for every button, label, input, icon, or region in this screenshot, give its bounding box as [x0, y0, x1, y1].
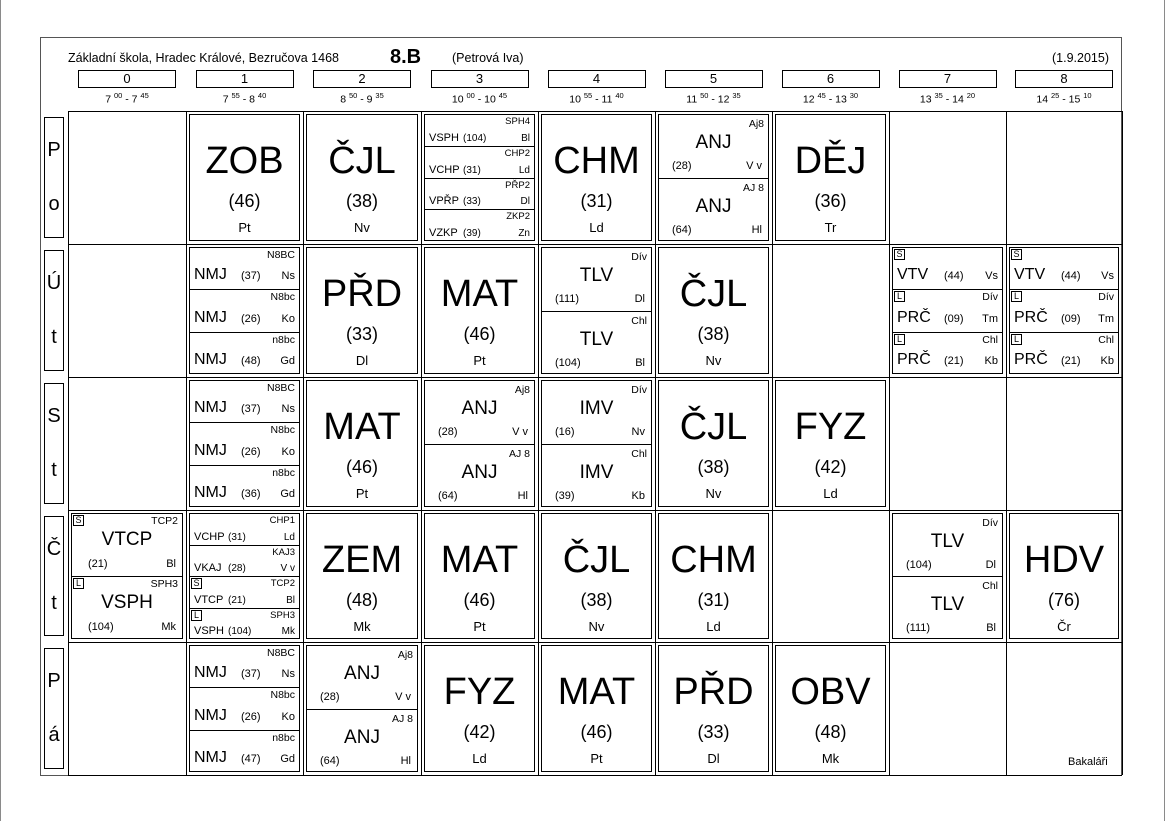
- teacher-mon-p2: Nv: [354, 220, 370, 235]
- subject-mon-p3-3: VZKP: [429, 227, 458, 239]
- room-mon-p4: (31): [580, 191, 613, 211]
- week-marker-thu-p1-2: S: [191, 578, 202, 589]
- day-box-mon: [44, 117, 64, 238]
- room-thu-p1-3: (104): [228, 626, 252, 637]
- teacher-thu-p1-3: Mk: [281, 626, 295, 637]
- teacher-thu-p8: Čr: [1057, 619, 1071, 634]
- teacher-wed-p6: Ld: [823, 486, 838, 501]
- subject-tue-p2: PŘD: [321, 273, 403, 315]
- subject-tue-p7-1: PRČ: [897, 308, 931, 326]
- period-number-1: 1: [196, 70, 294, 88]
- day-box-wed: [44, 383, 64, 504]
- room-fri-p5: (33): [697, 722, 730, 742]
- subject-mon-p3-1: VCHP: [429, 163, 460, 176]
- group-wed-p1-0: N8BC: [266, 382, 295, 394]
- group-fri-p1-1: N8bc: [270, 689, 295, 702]
- room-thu-p7-0: (104): [906, 559, 932, 571]
- divider-mon-p3-3: [424, 209, 535, 210]
- period-number-8: 8: [1015, 70, 1113, 88]
- grid-col-line-2: [303, 111, 304, 775]
- subject-mon-p3-0: VSPH: [429, 131, 459, 144]
- teacher-thu-p4: Nv: [588, 619, 605, 634]
- teacher-thu-p3: Pt: [473, 619, 486, 634]
- room-tue-p8-2: (21): [1061, 355, 1081, 367]
- subject-thu-p2: ZEM: [321, 539, 403, 581]
- teacher-fri-p1-0: Ns: [281, 668, 295, 681]
- group-thu-p1-0: CHP1: [269, 515, 295, 526]
- subject-tue-p8-1: PRČ: [1014, 308, 1048, 326]
- teacher-tue-p1-1: Ko: [281, 312, 295, 325]
- teacher-wed-p1-0: Ns: [281, 403, 295, 416]
- divider-wed-p1-2: [189, 465, 300, 466]
- group-tue-p7-2: Chl: [982, 333, 998, 346]
- divider-thu-p0: [71, 576, 183, 577]
- room-tue-p7-0: (44): [944, 270, 964, 283]
- subject-mon-p4: CHM: [553, 140, 640, 182]
- room-mon-p1: (46): [228, 191, 261, 211]
- room-tue-p8-1: (09): [1061, 312, 1081, 325]
- day-box-thu: [44, 516, 64, 636]
- teacher-tue-p5: Nv: [705, 353, 722, 368]
- subject-mon-p3-2: VPŘP: [429, 195, 459, 208]
- subject-wed-p4-1: IMV: [579, 461, 614, 483]
- teacher-thu-p1-0: Ld: [283, 531, 295, 543]
- divider-tue-p8-2: [1009, 332, 1119, 333]
- teacher-tue-p7-0: Vs: [985, 270, 998, 283]
- subject-wed-p3-0: ANJ: [461, 398, 498, 419]
- teacher-fri-p2-1: Hl: [400, 754, 411, 767]
- subject-tue-p5: ČJL: [679, 273, 748, 315]
- validity-date: (1.9.2015): [1052, 51, 1109, 65]
- divider-wed-p3: [424, 444, 535, 445]
- teacher-fri-p5: Dl: [707, 751, 720, 766]
- period-number-7: 7: [899, 70, 997, 88]
- teacher-tue-p7-2: Kb: [984, 355, 998, 367]
- subject-thu-p0-1: VSPH: [101, 592, 153, 613]
- subject-fri-p2-1: ANJ: [344, 726, 380, 748]
- day-box-fri: [44, 648, 64, 769]
- group-tue-p7-1: Dív: [982, 291, 998, 304]
- subject-tue-p8-0: VTV: [1014, 266, 1046, 284]
- subject-tue-p1-1: NMJ: [194, 308, 227, 326]
- grid-row-line-4: [68, 642, 1122, 643]
- subject-tue-p8-2: PRČ: [1014, 351, 1048, 368]
- subject-tue-p1-0: NMJ: [194, 266, 227, 284]
- teacher-thu-p5: Ld: [706, 619, 721, 634]
- period-time-2: 8 $^{50}$ - 9 $^{35}$: [340, 91, 384, 106]
- room-tue-p2: (33): [345, 324, 378, 344]
- group-thu-p0-1: SPH3: [150, 578, 178, 590]
- subject-wed-p1-0: NMJ: [194, 399, 227, 417]
- teacher-thu-p7-0: Dl: [985, 559, 996, 571]
- subject-tue-p7-2: PRČ: [897, 351, 931, 368]
- divider-fri-p1-1: [189, 687, 300, 688]
- group-fri-p1-2: n8bc: [272, 731, 295, 744]
- room-tue-p4-1: (104): [555, 356, 581, 369]
- group-tue-p4-0: Dív: [631, 251, 647, 263]
- room-thu-p0-1: (104): [88, 621, 114, 633]
- school-name: Základní škola, Hradec Králové, Bezručova 1468: [68, 51, 339, 65]
- subject-wed-p1-2: NMJ: [194, 484, 227, 501]
- teacher-mon-p5-1: Hl: [751, 223, 762, 236]
- room-thu-p8: (76): [1047, 590, 1080, 610]
- period-time-4: 10 $^{55}$ - 11 $^{40}$: [569, 91, 624, 106]
- group-fri-p2-1: AJ 8: [391, 712, 413, 725]
- divider-thu-p1-1: [189, 545, 300, 546]
- subject-wed-p5: ČJL: [679, 406, 748, 448]
- room-wed-p5: (38): [697, 457, 730, 477]
- divider-mon-p3-2: [424, 178, 535, 179]
- subject-tue-p7-0: VTV: [897, 266, 929, 284]
- teacher-thu-p0-0: Bl: [166, 558, 176, 570]
- day-letter-bottom-tue: t: [51, 326, 57, 348]
- group-wed-p3-0: Aj8: [514, 384, 530, 396]
- subject-mon-p5-0: ANJ: [695, 132, 732, 153]
- teacher-thu-p1-2: Bl: [286, 594, 295, 606]
- subject-fri-p2-0: ANJ: [344, 663, 380, 684]
- group-fri-p1-0: N8BC: [266, 647, 295, 659]
- period-time-3: 10 $^{00}$ - 10 $^{45}$: [451, 91, 508, 106]
- teacher-mon-p3-1: Ld: [518, 164, 530, 176]
- teacher-fri-p2-0: V v: [395, 691, 411, 703]
- room-mon-p3-2: (33): [463, 196, 481, 208]
- group-tue-p8-2: Chl: [1098, 333, 1114, 346]
- teacher-fri-p1-1: Ko: [281, 710, 295, 723]
- subject-tue-p4-1: TLV: [579, 328, 614, 350]
- subject-thu-p3: MAT: [440, 539, 519, 581]
- divider-mon-p3-1: [424, 146, 535, 147]
- room-tue-p7-1: (09): [944, 312, 964, 325]
- room-thu-p1-2: (21): [228, 594, 246, 606]
- group-wed-p3-1: AJ 8: [508, 447, 530, 460]
- subject-fri-p5: PŘD: [673, 671, 754, 713]
- teacher-wed-p2: Pt: [355, 486, 369, 501]
- period-time-8: 14 $^{25}$ - 15 $^{10}$: [1036, 91, 1092, 106]
- teacher-tue-p2: Dl: [355, 353, 369, 368]
- teacher-thu-p7-1: Bl: [986, 622, 996, 634]
- teacher-thu-p2: Mk: [353, 619, 371, 634]
- period-number-2: 2: [313, 70, 411, 88]
- group-tue-p1-0: N8BC: [266, 249, 295, 261]
- day-letter-top-mon: P: [47, 139, 61, 161]
- room-thu-p4: (38): [580, 590, 613, 610]
- group-mon-p3-3: ZKP2: [506, 211, 530, 223]
- room-tue-p1-2: (48): [241, 355, 261, 367]
- teacher-mon-p6: Tr: [824, 220, 837, 235]
- page-frame-left: [0, 0, 1, 821]
- subject-wed-p2: MAT: [323, 406, 401, 448]
- day-letter-bottom-wed: t: [51, 459, 57, 481]
- subject-fri-p4: MAT: [557, 671, 636, 713]
- period-time-5: 11 $^{50}$ - 12 $^{35}$: [686, 91, 741, 106]
- divider-fri-p2: [306, 709, 418, 710]
- teacher-mon-p3-0: Bl: [521, 132, 530, 144]
- footer-brand: Bakaláři: [1068, 756, 1108, 768]
- room-thu-p1-0: (31): [228, 531, 246, 543]
- teacher-fri-p1-2: Gd: [280, 753, 295, 765]
- room-tue-p3: (46): [463, 324, 496, 344]
- room-tue-p7-2: (21): [944, 355, 964, 367]
- group-tue-p8-1: Dív: [1098, 291, 1114, 304]
- room-wed-p3-0: (28): [438, 426, 458, 438]
- subject-fri-p1-0: NMJ: [194, 664, 227, 682]
- subject-wed-p1-1: NMJ: [194, 441, 227, 459]
- period-time-1: 7 $^{55}$ - 8 $^{40}$: [222, 91, 267, 106]
- teacher-mon-p3-3: Zn: [518, 228, 530, 239]
- room-mon-p6: (36): [814, 191, 847, 211]
- subject-thu-p7-1: TLV: [930, 594, 965, 615]
- subject-thu-p1-3: VSPH: [194, 625, 224, 637]
- grid-col-line-7: [889, 111, 890, 775]
- group-tue-p1-2: n8bc: [272, 333, 295, 346]
- grid-col-line-0: [68, 111, 69, 775]
- group-thu-p1-3: SPH3: [270, 609, 295, 621]
- grid-row-line-5: [68, 775, 1122, 776]
- divider-tue-p1-1: [189, 289, 300, 290]
- subject-thu-p1-0: VCHP: [194, 530, 225, 543]
- room-tue-p8-0: (44): [1061, 270, 1081, 283]
- week-marker-tue-p7-0: S: [894, 249, 905, 260]
- subject-fri-p1-1: NMJ: [194, 706, 227, 724]
- group-mon-p5-0: Aj8: [748, 118, 764, 130]
- room-fri-p4: (46): [580, 722, 613, 742]
- room-fri-p1-0: (37): [241, 668, 261, 681]
- teacher-mon-p1: Pt: [238, 220, 251, 235]
- teacher-mon-p4: Ld: [589, 220, 604, 235]
- room-wed-p4-0: (16): [555, 426, 575, 438]
- subject-thu-p1-2: VTCP: [194, 593, 224, 606]
- teacher-tue-p1-0: Ns: [281, 270, 295, 283]
- teacher-wed-p3-1: Hl: [517, 489, 528, 502]
- group-thu-p7-1: Chl: [982, 580, 998, 592]
- period-time-0: 7 $^{00}$ - 7 $^{45}$: [105, 91, 149, 106]
- room-fri-p2-0: (28): [320, 691, 340, 703]
- room-wed-p1-1: (26): [241, 445, 261, 458]
- room-wed-p2: (46): [345, 457, 378, 477]
- group-thu-p1-1: KAJ3: [272, 546, 295, 558]
- teacher-tue-p1-2: Gd: [280, 355, 295, 367]
- room-tue-p5: (38): [697, 324, 730, 344]
- page-frame-right: [1164, 0, 1165, 821]
- subject-thu-p1-1: VKAJ: [194, 562, 222, 574]
- teacher-tue-p8-1: Tm: [1098, 312, 1114, 325]
- teacher-thu-p1-1: V v: [280, 563, 295, 574]
- group-mon-p5-1: AJ 8: [742, 181, 764, 194]
- divider-tue-p4: [541, 311, 652, 312]
- room-fri-p3: (42): [463, 722, 496, 742]
- grid-row-line-2: [68, 377, 1122, 378]
- week-marker-tue-p8-0: S: [1011, 249, 1022, 260]
- day-letter-top-fri: P: [47, 670, 61, 692]
- day-letter-bottom-fri: á: [48, 724, 60, 746]
- room-tue-p1-0: (37): [241, 270, 261, 283]
- period-number-0: 0: [78, 70, 176, 88]
- teacher-mon-p5-0: V v: [746, 160, 762, 172]
- group-mon-p3-2: PŘP2: [505, 179, 530, 191]
- divider-tue-p1-2: [189, 332, 300, 333]
- subject-wed-p6: FYZ: [794, 406, 867, 448]
- period-number-5: 5: [665, 70, 763, 88]
- teacher-fri-p4: Pt: [590, 751, 603, 766]
- subject-tue-p1-2: NMJ: [194, 351, 227, 368]
- teacher-tue-p7-1: Tm: [982, 312, 998, 325]
- room-thu-p2: (48): [345, 590, 378, 610]
- teacher-wed-p4-1: Kb: [631, 489, 645, 502]
- grid-col-line-1: [186, 111, 187, 775]
- teacher-tue-p4-1: Bl: [635, 356, 645, 369]
- divider-thu-p7: [892, 576, 1003, 577]
- week-marker-tue-p7-2: L: [894, 334, 905, 345]
- day-letter-bottom-mon: o: [48, 193, 60, 215]
- divider-thu-p1-3: [189, 608, 300, 609]
- teacher-wed-p5: Nv: [705, 486, 722, 501]
- group-thu-p7-0: Dív: [982, 517, 998, 529]
- subject-fri-p1-2: NMJ: [194, 749, 227, 766]
- group-wed-p4-0: Dív: [631, 384, 647, 396]
- teacher-thu-p0-1: Mk: [161, 621, 176, 633]
- group-mon-p3-0: SPH4: [505, 116, 530, 127]
- week-marker-thu-p0-1: L: [73, 578, 84, 589]
- room-mon-p3-0: (104): [463, 132, 487, 144]
- room-mon-p5-1: (64): [672, 223, 692, 236]
- room-fri-p1-1: (26): [241, 710, 261, 723]
- teacher-wed-p1-2: Gd: [280, 488, 295, 500]
- week-marker-tue-p8-2: L: [1011, 334, 1022, 345]
- subject-mon-p2: ČJL: [328, 140, 396, 182]
- group-tue-p1-1: N8bc: [270, 291, 295, 304]
- subject-mon-p5-1: ANJ: [695, 195, 732, 217]
- day-letter-top-tue: Ú: [46, 272, 62, 294]
- subject-tue-p4-0: TLV: [579, 265, 614, 286]
- room-thu-p3: (46): [463, 590, 496, 610]
- class-name: 8.B: [390, 46, 422, 68]
- group-wed-p1-2: n8bc: [272, 466, 295, 479]
- subject-fri-p3: FYZ: [443, 671, 516, 713]
- period-time-6: 12 $^{45}$ - 13 $^{30}$: [802, 91, 859, 106]
- teacher-tue-p8-2: Kb: [1100, 355, 1114, 367]
- group-wed-p1-1: N8bc: [270, 424, 295, 437]
- room-mon-p2: (38): [345, 191, 378, 211]
- teacher-fri-p3: Ld: [472, 751, 487, 766]
- period-time-7: 13 $^{35}$ - 14 $^{20}$: [919, 91, 976, 106]
- teacher-wed-p1-1: Ko: [281, 445, 295, 458]
- room-thu-p1-1: (28): [228, 563, 246, 574]
- room-tue-p4-0: (111): [555, 293, 580, 305]
- room-mon-p3-3: (39): [463, 228, 481, 239]
- teacher-wed-p4-0: Nv: [631, 426, 645, 438]
- teacher-mon-p3-2: Dl: [520, 196, 530, 208]
- room-tue-p1-1: (26): [241, 312, 261, 325]
- period-number-4: 4: [548, 70, 646, 88]
- room-wed-p4-1: (39): [555, 489, 575, 502]
- class-teacher: (Petrová Iva): [452, 51, 524, 65]
- divider-wed-p4: [541, 444, 652, 445]
- room-wed-p1-0: (37): [241, 403, 261, 416]
- divider-mon-p5: [658, 178, 769, 179]
- room-wed-p3-1: (64): [438, 489, 458, 502]
- divider-fri-p1-2: [189, 730, 300, 731]
- teacher-wed-p3-0: V v: [512, 426, 528, 438]
- divider-tue-p7-2: [892, 332, 1003, 333]
- subject-thu-p8: HDV: [1023, 539, 1105, 581]
- room-thu-p5: (31): [697, 590, 730, 610]
- day-letter-top-wed: S: [47, 405, 61, 427]
- teacher-tue-p3: Pt: [473, 353, 486, 368]
- subject-mon-p6: DĚJ: [794, 140, 867, 182]
- group-wed-p4-1: Chl: [631, 447, 647, 460]
- day-letter-bottom-thu: t: [51, 592, 57, 614]
- divider-tue-p7-1: [892, 289, 1003, 290]
- subject-wed-p3-1: ANJ: [461, 461, 498, 483]
- grid-col-line-9: [1122, 111, 1123, 775]
- room-wed-p6: (42): [814, 457, 847, 477]
- week-marker-thu-p0-0: S: [73, 515, 84, 526]
- week-marker-thu-p1-3: L: [191, 610, 202, 621]
- day-box-tue: [44, 250, 64, 371]
- subject-wed-p4-0: IMV: [579, 398, 614, 419]
- period-number-6: 6: [782, 70, 880, 88]
- subject-thu-p5: CHM: [670, 539, 757, 581]
- week-marker-tue-p8-1: L: [1011, 291, 1022, 302]
- grid-col-line-8: [1006, 111, 1007, 775]
- grid-row-line-3: [68, 510, 1122, 511]
- room-fri-p6: (48): [814, 722, 847, 742]
- room-thu-p0-0: (21): [88, 558, 108, 570]
- grid-row-line-0: [68, 111, 1122, 112]
- group-thu-p0-0: TCP2: [151, 515, 178, 527]
- room-mon-p5-0: (28): [672, 160, 692, 172]
- teacher-tue-p8-0: Vs: [1101, 270, 1114, 283]
- divider-thu-p1-2: [189, 576, 300, 577]
- group-mon-p3-1: CHP2: [504, 147, 530, 159]
- subject-tue-p3: MAT: [440, 273, 519, 315]
- grid-row-line-1: [68, 244, 1122, 245]
- day-letter-top-thu: Č: [46, 538, 62, 560]
- room-mon-p3-1: (31): [463, 164, 481, 176]
- divider-wed-p1-1: [189, 422, 300, 423]
- teacher-tue-p4-0: Dl: [634, 293, 645, 305]
- group-tue-p4-1: Chl: [631, 314, 647, 327]
- subject-fri-p6: OBV: [790, 671, 871, 713]
- teacher-fri-p6: Mk: [821, 751, 840, 766]
- subject-thu-p4: ČJL: [562, 539, 631, 581]
- subject-mon-p1: ZOB: [205, 140, 284, 182]
- room-fri-p1-2: (47): [241, 753, 261, 765]
- week-marker-tue-p7-1: L: [894, 291, 905, 302]
- group-thu-p1-2: TCP2: [270, 578, 295, 589]
- room-wed-p1-2: (36): [241, 488, 261, 500]
- group-fri-p2-0: Aj8: [397, 649, 413, 661]
- room-thu-p7-1: (111): [906, 622, 931, 634]
- room-fri-p2-1: (64): [320, 754, 340, 767]
- period-number-3: 3: [431, 70, 529, 88]
- subject-thu-p0-0: VTCP: [101, 529, 153, 550]
- divider-tue-p8-1: [1009, 289, 1119, 290]
- subject-thu-p7-0: TLV: [930, 531, 965, 552]
